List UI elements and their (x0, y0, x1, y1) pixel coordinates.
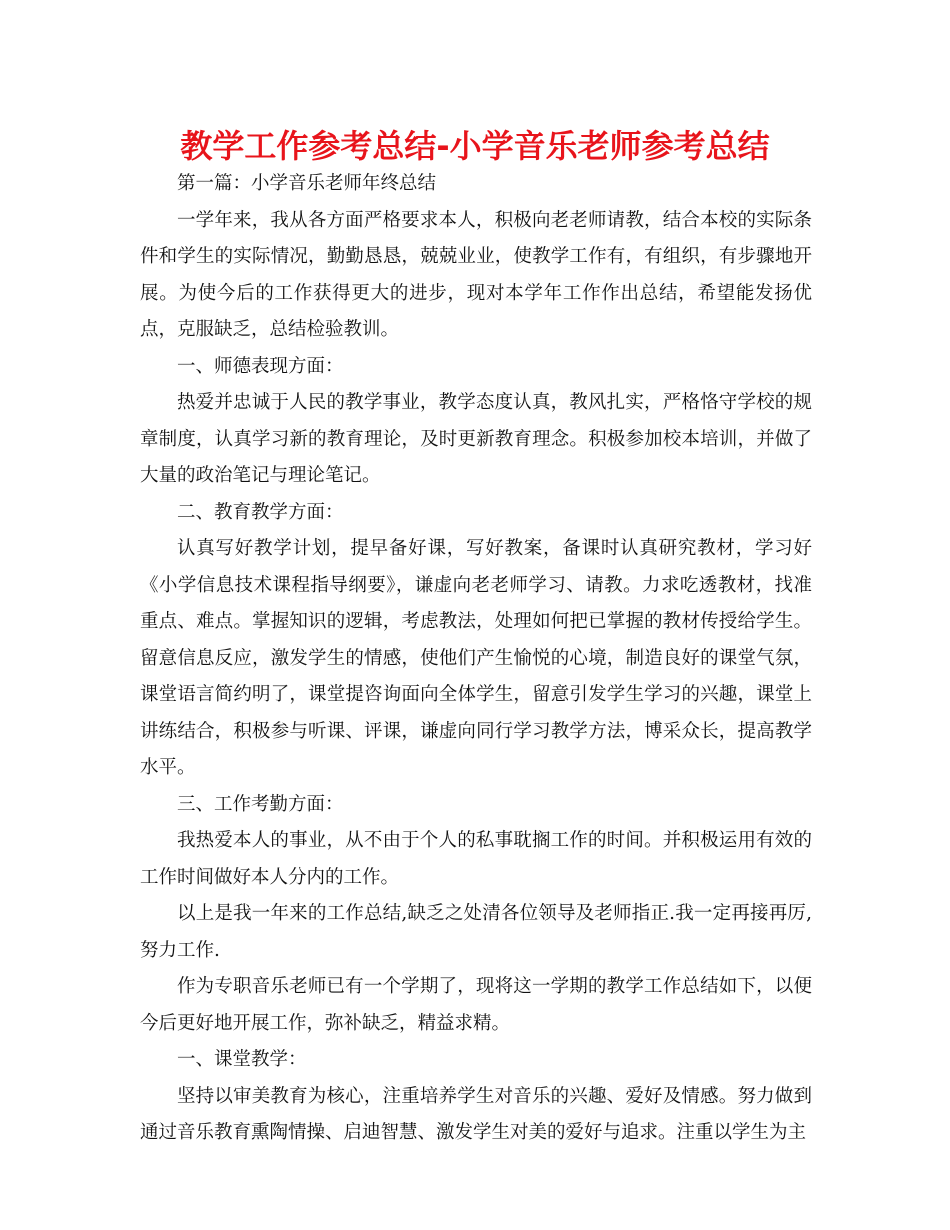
body-paragraph: 我热爱本人的事业，从不由于个人的私事耽搁工作的时间。并积极运用有效的工作时间做好本人分内的工作。 (140, 830, 812, 888)
body-paragraph: 坚持以审美教育为核心，注重培养学生对音乐的兴趣、爱好及情感。努力做到通过音乐教育熏陶情操、启迪智慧、激发学生对美的爱好与追求。注重以学生为主 (140, 1085, 812, 1143)
body-paragraph: 一学年来，我从各方面严格要求本人，积极向老老师请教，结合本校的实际条件和学生的实际情况，勤勤恳恳，兢兢业业，使教学工作有，有组织，有步骤地开展。为使今后的工作获得更大的进步，现对本学年工作作出总结，希望能发扬优点，克服缺乏，总结检验教训。 (140, 209, 812, 340)
subtitle-paragraph: 第一篇：小学音乐老师年终总结 (177, 173, 437, 194)
document-body (140, 166, 812, 1152)
body-paragraph: 以上是我一年来的工作总结,缺乏之处清各位领导及老师指正.我一定再接再厉,努力工作. (140, 903, 812, 961)
body-paragraph: 作为专职音乐老师已有一个学期了，现将这一学期的教学工作总结如下，以便今后更好地开展工作，弥补缺乏，精益求精。 (140, 976, 812, 1034)
body-paragraph: 热爱并忠诚于人民的教学事业，教学态度认真，教风扎实，严格恪守学校的规章制度，认真学习新的教育理论，及时更新教育理念。积极参加校本培训，并做了大量的政治笔记与理论笔记。 (140, 392, 812, 486)
section-heading: 一、课堂教学： (177, 1049, 307, 1070)
section-heading: 一、师德表现方面： (177, 355, 344, 377)
body-paragraph: 认真写好教学计划，提早备好课，写好教案，备课时认真研究教材，学习好《小学信息技术课程指导纲要》，谦虚向老老师学习、请教。力求吃透教材，找准重点、难点。掌握知识的逻辑，考虑教法，处理如何把已掌握的教材传授给学生。留意信息反应，激发学生的情感，使他们产生愉悦的心境，制造良好的课堂气氛，课堂语言简约明了，课堂提咨询面向全体学生，留意引发学生学习的兴趣，课堂上讲练结合，积极参与听课、评课，谦虚向同行学习教学方法，博采众长，提高教学水平。 (140, 538, 812, 778)
section-heading: 二、教育教学方面： (177, 501, 344, 523)
document-title: 教学工作参考总结-小学音乐老师参考总结 (180, 127, 770, 165)
section-heading: 三、工作考勤方面： (177, 793, 344, 815)
